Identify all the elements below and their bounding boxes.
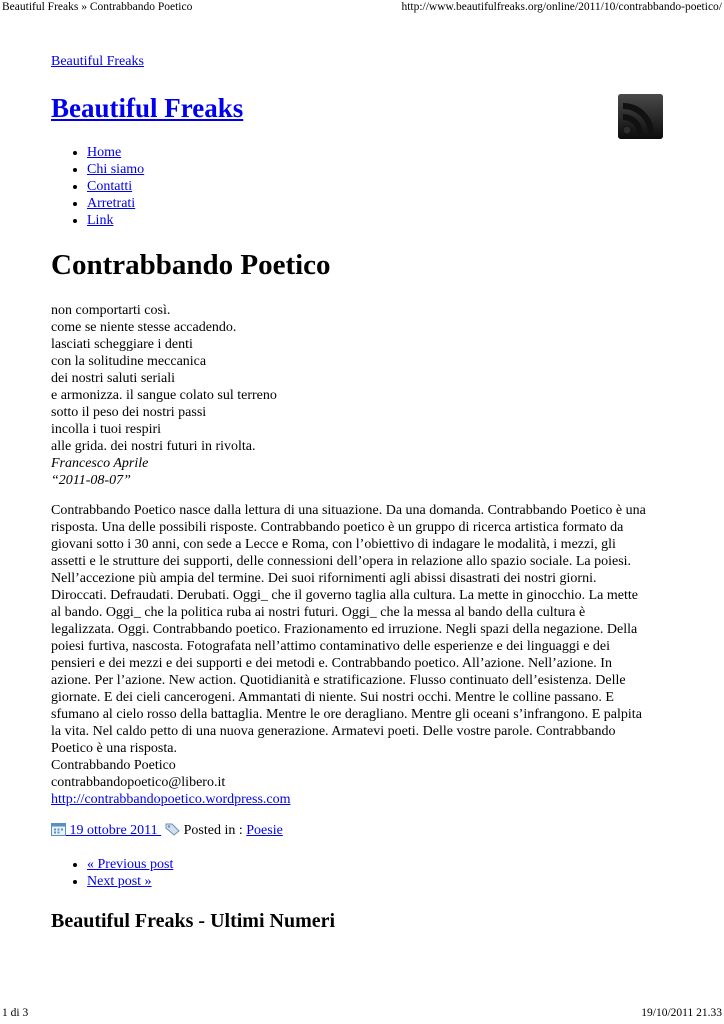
pager-item-next — [87, 873, 173, 890]
poem-line: alle grida. dei nostri futuri in rivolta. — [51, 439, 256, 454]
rss-icon[interactable] — [618, 94, 663, 139]
nav-link-arretrati[interactable]: Arretrati — [87, 196, 136, 211]
poem-line: sotto il peso dei nostri passi — [51, 405, 207, 420]
post-website-link[interactable]: http://contrabbandopoetico.wordpress.com — [51, 792, 291, 807]
poem-line: lasciati scheggiare i denti — [51, 337, 193, 352]
print-header-title: Beautiful Freaks » Contrabbando Poetico — [2, 1, 193, 13]
nav-link-chi-siamo[interactable]: Chi siamo — [87, 162, 145, 177]
print-page-number: 1 di 3 — [2, 1007, 29, 1019]
nav-item-link — [87, 212, 144, 229]
nav-link-home[interactable]: Home — [87, 145, 122, 160]
poem-line: come se niente stesse accadendo. — [51, 320, 237, 335]
calendar-icon — [51, 822, 66, 836]
nav-item-chi-siamo — [87, 161, 144, 178]
print-footer — [2, 1006, 722, 1020]
poem-line: e armonizza. il sangue colato sul terreno — [51, 388, 277, 403]
post-title: Contrabbando Poetico — [51, 249, 331, 281]
nav-link-link[interactable]: Link — [87, 213, 114, 228]
nav-item-arretrati — [87, 195, 144, 212]
nav-item-contatti — [87, 178, 144, 195]
main-nav — [51, 144, 144, 229]
post-signature: Contrabbando Poetico — [51, 758, 176, 773]
poem — [51, 302, 277, 489]
poem-line: dei nostri saluti seriali — [51, 371, 176, 386]
post-date-link[interactable]: 19 ottobre 2011 — [66, 823, 162, 838]
poem-date: “2011-08-07” — [51, 473, 131, 488]
post-body-paragraph: Contrabbando Poetico nasce dalla lettura di una situazione. Da una domanda. Contrabbando Poetico è una risposta. Una delle possibili risposte. Contrabbando poetico è un gruppo di ricerca artistica formato da giovani sotto i 30 anni, con sede a Lecce e Roma, con l’obiettivo di indagare le modalità, i mezzi, gli assetti e le strutture dei supporti, delle connessioni dell’opera in relazione allo spazio sociale. La poiesi. Nell’accezione più ampia del termine. Dei suoi rifornimenti agli abissi disastrati dei nostri giorni. Diroccati. Defraudati. Derubati. Oggi_ che il governo taglia alla cultura. La mette in ginocchio. La mette al bando. Oggi_ che la politica ruba ai nostri futuri. Oggi_ che la messa al bando della cultura è legalizzata. Oggi. Contrabbando poetico. Frazionamento ed irruzione. Negli spazi della negazione. Della poiesi furtiva, nascosta. Fotografata nell’attimo contaminativo delle esperienze e dei linguaggi e dei pensieri e dei mezzi e dei supporti e dei metodi e. Contrabbando poetico. All’azione. Nell’azione. In azione. Per l’azione. New action. Quotidianità e stratificazione. Flusso continuato dell’esistenza. Delle giornate. E dei cieli cancerogeni. Ammantati di niente. Sui nostri occhi. Mentre le colline passano. E sfumano al cielo rosso della battaglia. Mentre le ore deragliano. Mentre gli oceani s’infrangono. E palpita la vita. Nel caldo petto di una nuova generazione. Armatevi poeti. Delle vostre parole. Contrabbando Poetico è una risposta. — [51, 503, 646, 756]
post-meta — [51, 822, 283, 840]
poem-author: Francesco Aprile — [51, 456, 149, 471]
posted-in-label: Posted in : — [180, 823, 247, 838]
print-timestamp: 19/10/2011 21.33 — [641, 1007, 722, 1019]
nav-item-home — [87, 144, 144, 161]
previous-post-link[interactable]: « Previous post — [87, 857, 174, 872]
next-post-link[interactable]: Next post » — [87, 874, 152, 889]
post-email: contrabbandopoetico@libero.it — [51, 775, 226, 790]
poem-line: non comportarti così. — [51, 303, 171, 318]
site-title — [51, 92, 243, 124]
print-header — [2, 0, 722, 14]
page-content — [51, 52, 651, 932]
print-header-url: http://www.beautifulfreaks.org/online/2011/10/contrabbando-poetico/ — [401, 1, 722, 13]
section-title: Beautiful Freaks - Ultimi Numeri — [51, 910, 336, 932]
poem-line: incolla i tuoi respiri — [51, 422, 162, 437]
tag-icon — [165, 822, 180, 836]
pager-item-previous — [87, 856, 173, 873]
post-pager — [51, 856, 173, 890]
site-title-link[interactable]: Beautiful Freaks — [51, 93, 244, 123]
site-top-link[interactable]: Beautiful Freaks — [51, 54, 144, 69]
poem-line: con la solitudine meccanica — [51, 354, 207, 369]
nav-link-contatti[interactable]: Contatti — [87, 179, 133, 194]
category-link[interactable]: Poesie — [246, 823, 283, 838]
post-body — [51, 502, 647, 808]
